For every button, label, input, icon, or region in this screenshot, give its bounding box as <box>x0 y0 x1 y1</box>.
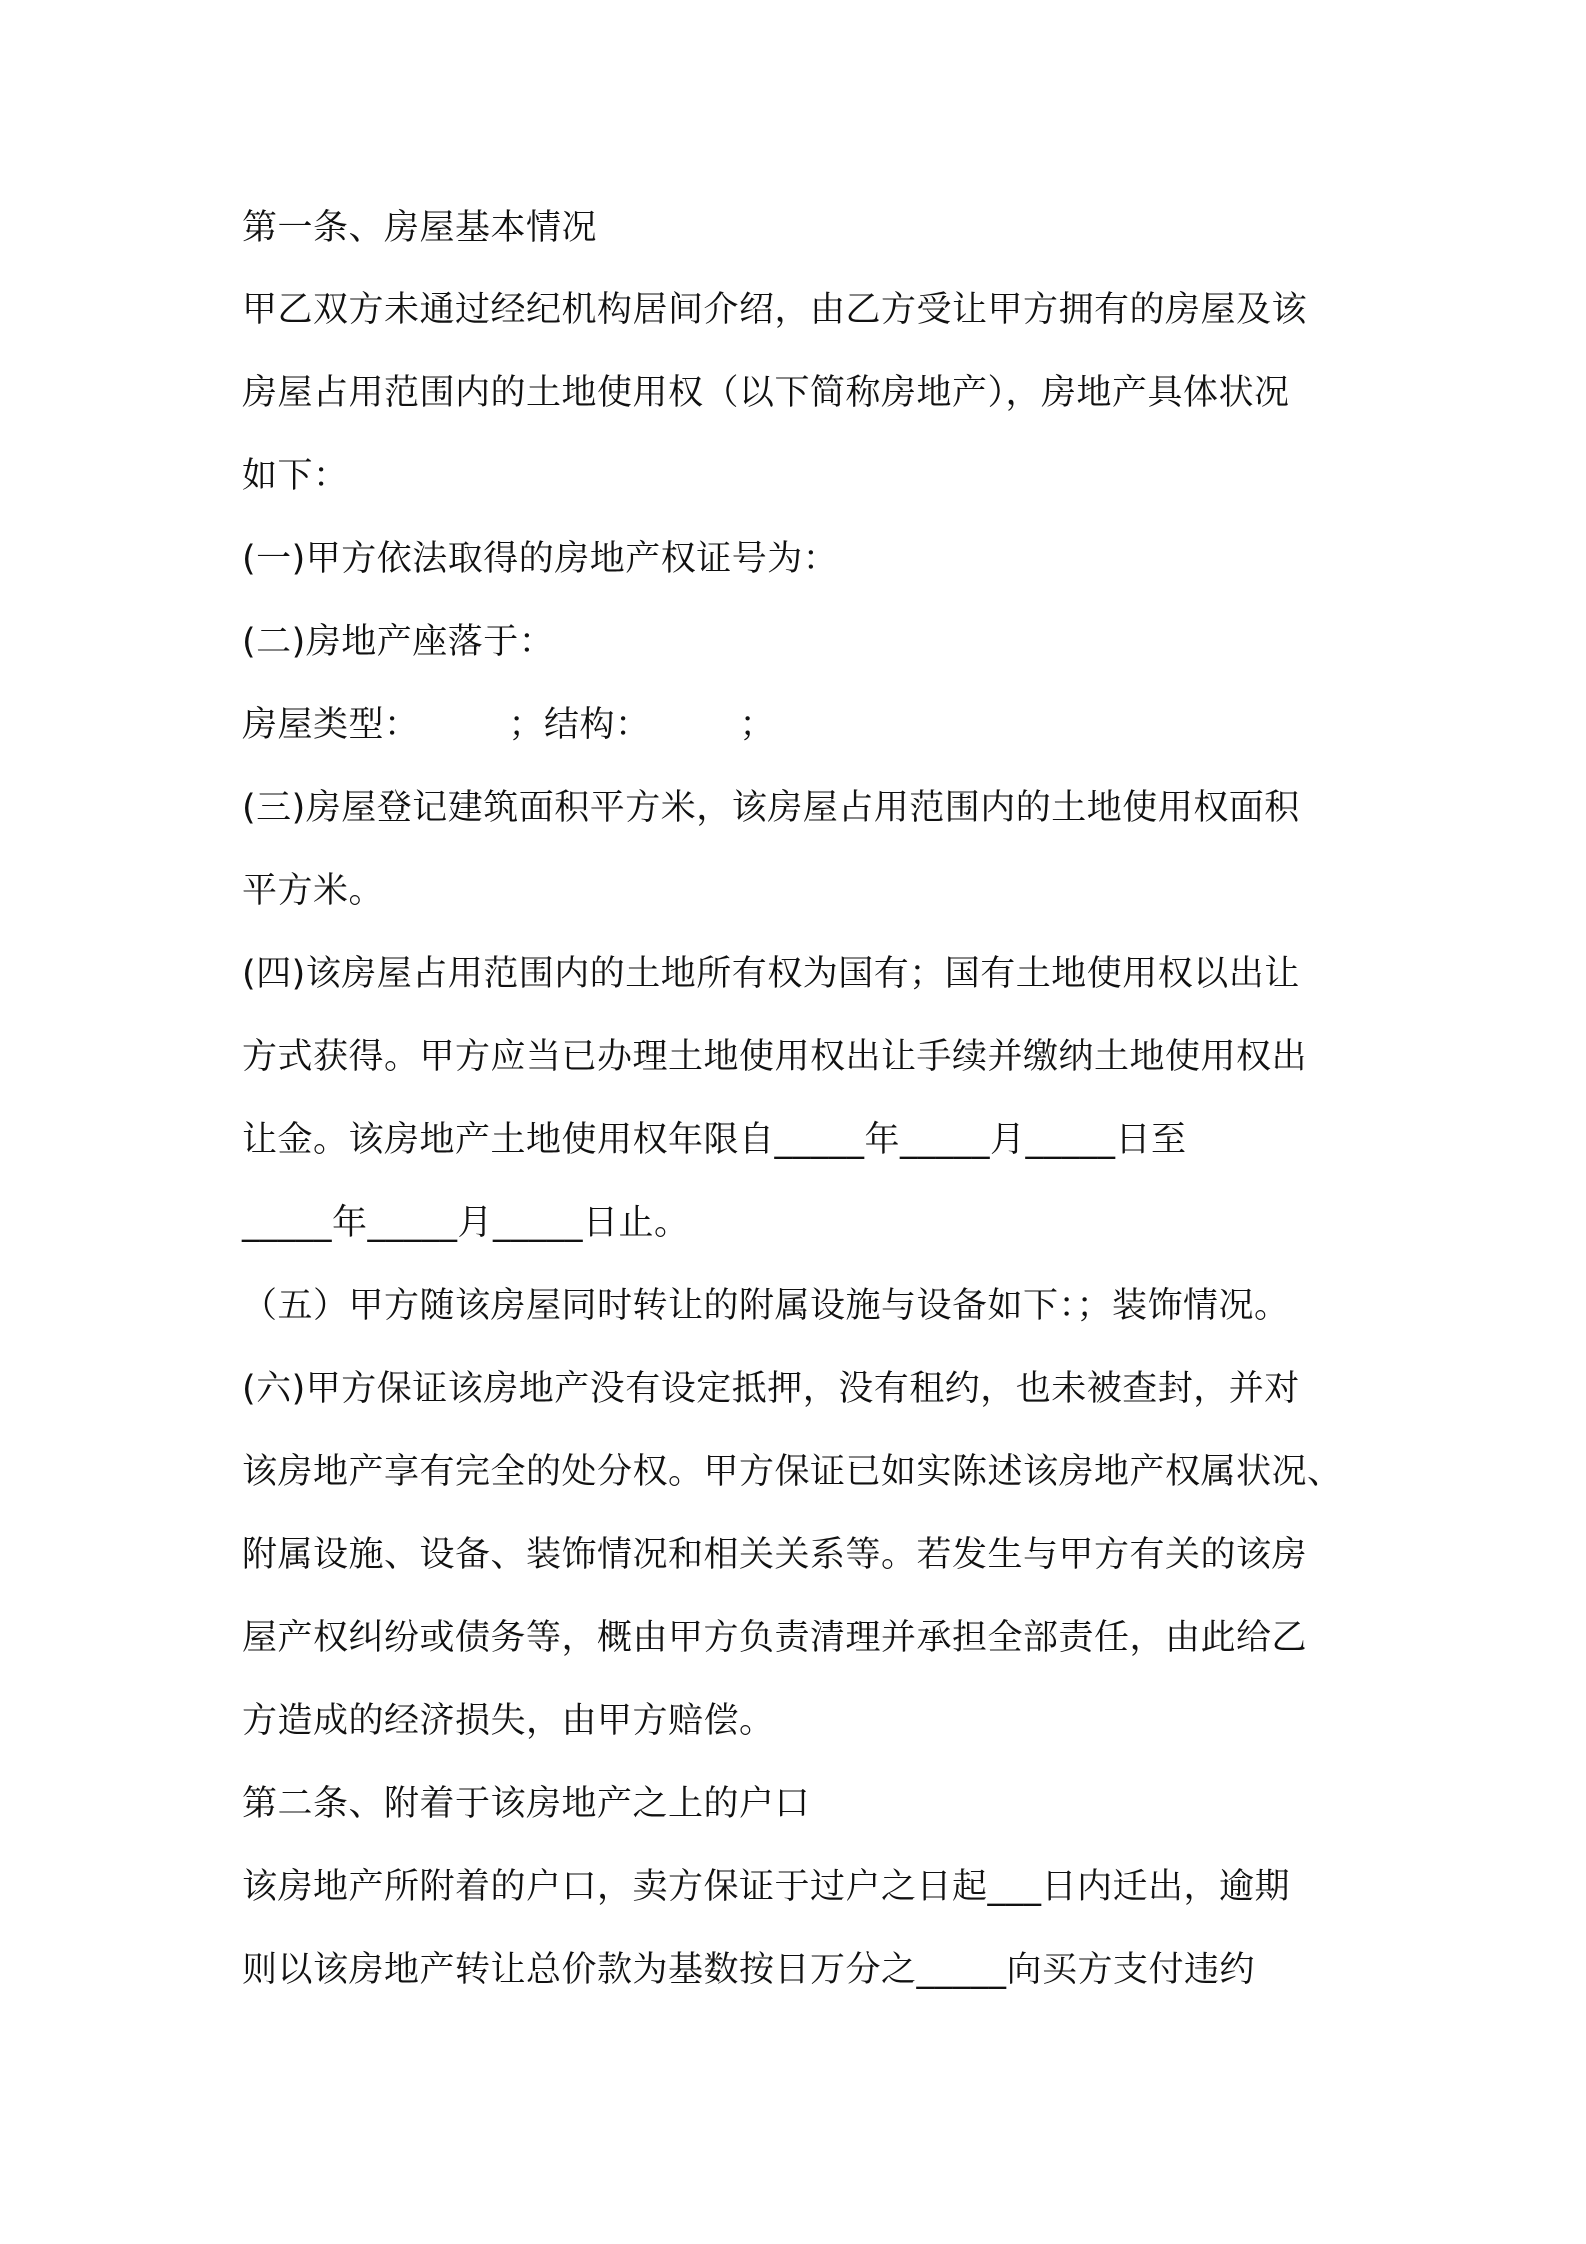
paragraph-line: 则以该房地产转让总价款为基数按日万分之_____向买方支付违约 <box>242 1950 1256 1990</box>
paragraph-line: 附属设施、设备、装饰情况和相关关系等。若发生与甲方有关的该房 <box>242 1535 1308 1575</box>
house-type-line: 房屋类型： ；结构： ； <box>242 705 776 745</box>
clause-6-line: (六)甲方保证该房地产没有设定抵押，没有租约，也未被查封，并对 <box>242 1369 1300 1409</box>
paragraph-line: _____年_____月_____日止。 <box>242 1203 690 1243</box>
article-2-heading: 第二条、附着于该房地产之上的户口 <box>242 1784 811 1824</box>
clause-2-line: (二)房地产座落于： <box>242 622 555 662</box>
paragraph-line: 平方米。 <box>242 871 385 911</box>
paragraph-line: 屋产权纠纷或债务等，概由甲方负责清理并承担全部责任，由此给乙 <box>242 1618 1308 1658</box>
paragraph-line: 甲乙双方未通过经纪机构居间介绍，由乙方受让甲方拥有的房屋及该 <box>242 290 1308 330</box>
clause-5-line: （五）甲方随该房屋同时转让的附属设施与设备如下：；装饰情况。 <box>242 1286 1290 1326</box>
paragraph-line: 让金。该房地产土地使用权年限自_____年_____月_____日至 <box>242 1120 1187 1160</box>
paragraph-line: 方式获得。甲方应当已办理土地使用权出让手续并缴纳土地使用权出 <box>242 1037 1308 1077</box>
paragraph-line: 如下： <box>242 456 349 496</box>
clause-3-line: (三)房屋登记建筑面积平方米，该房屋占用范围内的土地使用权面积 <box>242 788 1300 828</box>
clause-1-line: (一)甲方依法取得的房地产权证号为： <box>242 539 839 579</box>
clause-4-line: (四)该房屋占用范围内的土地所有权为国有；国有土地使用权以出让 <box>242 954 1300 994</box>
paragraph-line: 房屋占用范围内的土地使用权（以下简称房地产），房地产具体状况 <box>242 373 1290 413</box>
paragraph-line: 方造成的经济损失，由甲方赔偿。 <box>242 1701 775 1741</box>
paragraph-line: 该房地产享有完全的处分权。甲方保证已如实陈述该房地产权属状况、 <box>242 1452 1343 1492</box>
paragraph-line: 该房地产所附着的户口，卖方保证于过户之日起___日内迁出，逾期 <box>242 1867 1291 1907</box>
article-1-heading: 第一条、房屋基本情况 <box>242 208 598 248</box>
